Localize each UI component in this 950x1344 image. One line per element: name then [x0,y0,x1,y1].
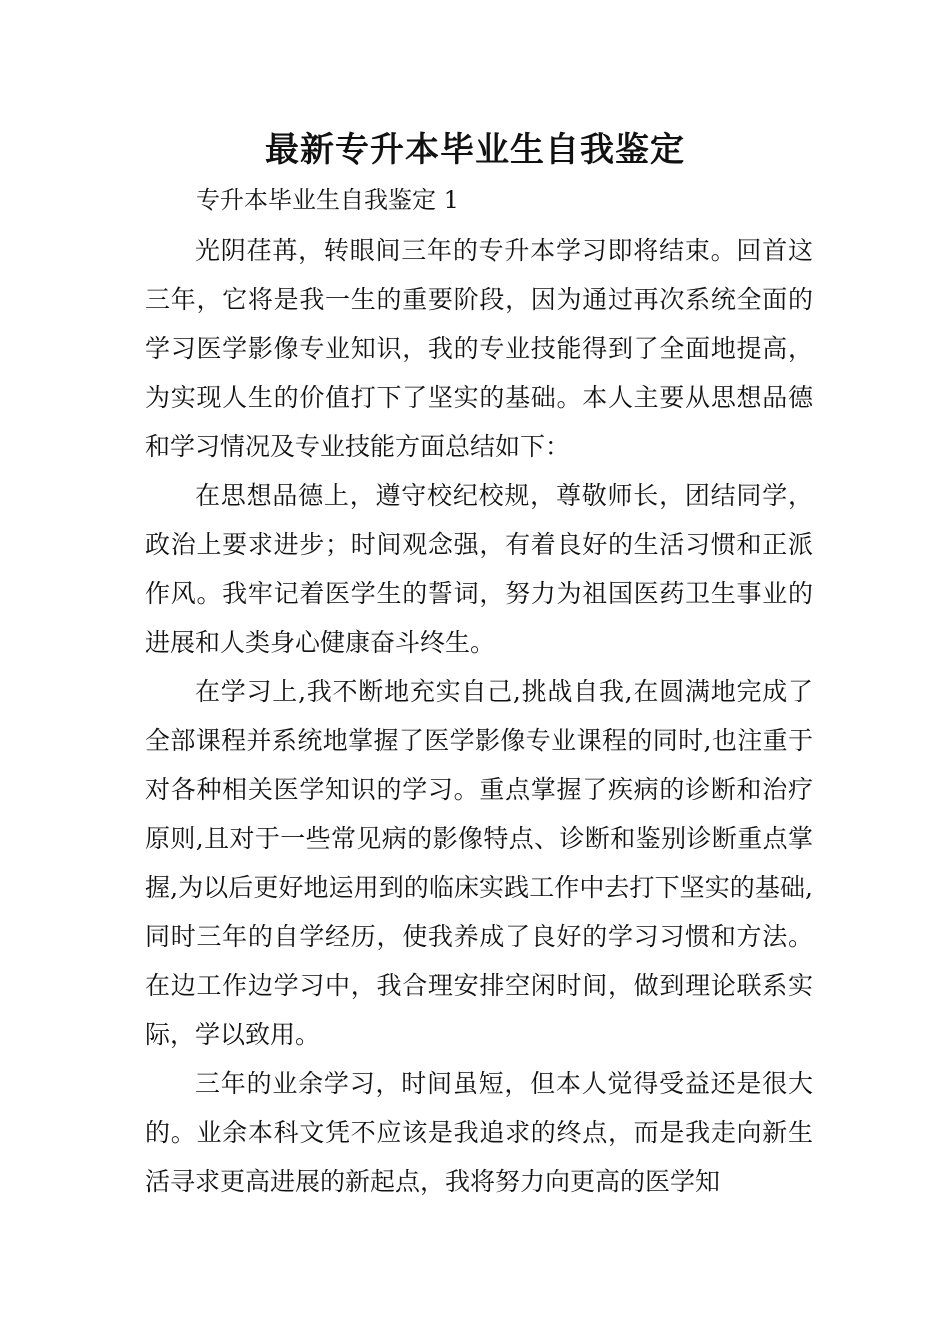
paragraph-moral: 在思想品德上，遵守校纪校规，尊敬师长，团结同学，政治上要求进步；时间观念强，有着良好的生活习惯和正派作风。我牢记着医学生的誓词，努力为祖国医药卫生事业的进展和人类身心健康奋斗终生。 [145,481,813,657]
page-title: 最新专升本毕业生自我鉴定 [265,130,685,170]
paragraph-study: 在学习上,我不断地充实自己,挑战自我,在圆满地完成了全部课程并系统地掌握了医学影像专业课程的同时,也注重于对各种相关医学知识的学习。重点掌握了疾病的诊断和治疗原则,且对于一些常见病的影像特点、诊断和鉴别诊断重点掌握,为以后更好地运用到的临床实践工作中去打下坚实的基础,同时三年的自学经历，使我养成了良好的学习习惯和方法。在边工作边学习中，我合理安排空闲时间，做到理论联系实际，学以致用。 [145,677,813,1049]
paragraph-summary: 三年的业余学习，时间虽短，但本人觉得受益还是很大的。业余本科文凭不应该是我追求的终点，而是我走向新生活寻求更高进展的新起点，我将努力向更高的医学知 [145,1069,813,1196]
section-subtitle: 专升本毕业生自我鉴定 1 [196,186,459,214]
document-body [145,226,813,1206]
paragraph-intro: 光阴荏苒，转眼间三年的专升本学习即将结束。回首这三年，它将是我一生的重要阶段，因为通过再次系统全面的学习医学影像专业知识，我的专业技能得到了全面地提高，为实现人生的价值打下了坚实的基础。本人主要从思想品德和学习情况及专业技能方面总结如下： [145,236,813,461]
